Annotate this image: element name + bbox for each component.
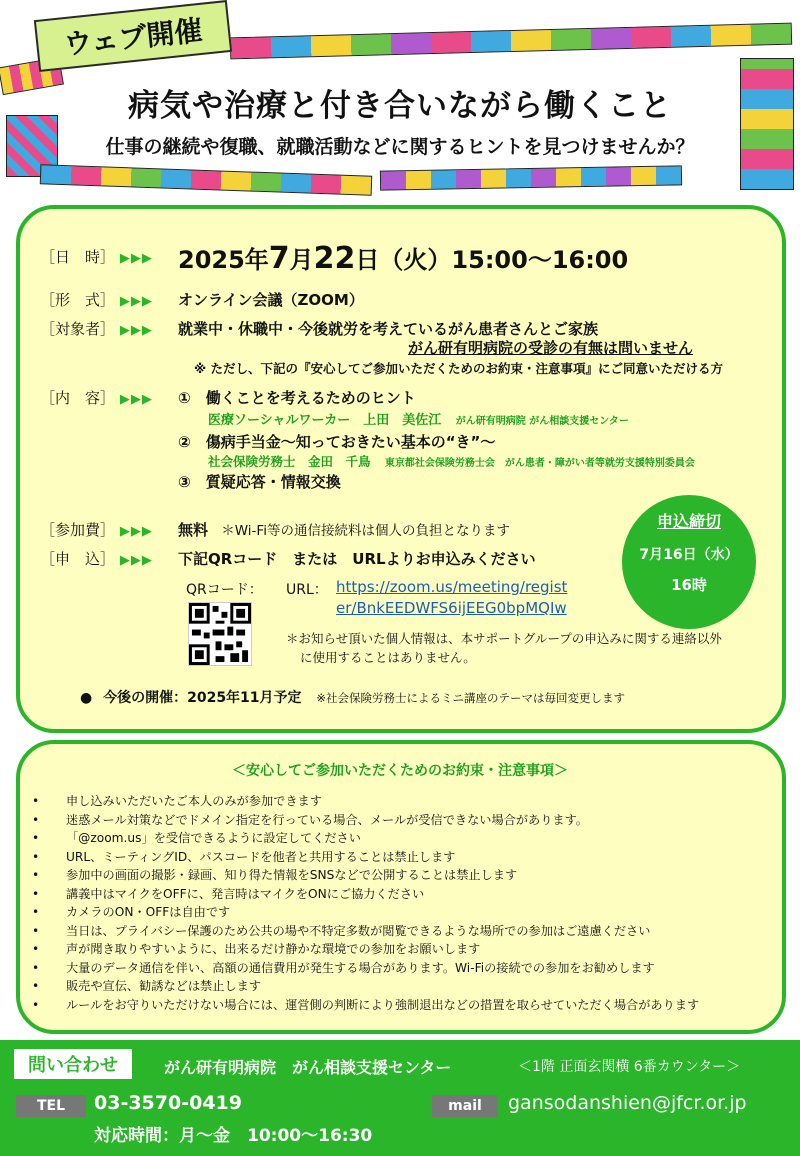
deadline-badge: 申込締切 7月16日（水） 16時 [622, 495, 756, 629]
qr-label: QRコード： [186, 582, 263, 598]
list-item: • 大量のデータ通信を伴い、高額の通信費用が発生する場合があります。Wi-Fiの接続での参加をお勧めします [32, 959, 772, 978]
content-label: ［内 容］ [40, 389, 116, 407]
content-item-1: ① 働くことを考えるためのヒント [178, 389, 416, 407]
list-item: • 当日は、プライバシー保護のため公共の場や不特定多数が閲覧できるような場所での参加はご遠慮ください [32, 922, 772, 941]
content-item-2: ② 傷病手当金～知っておきたい基本の“き”～ [178, 433, 496, 451]
format-row [40, 289, 153, 310]
apply-label: ［申 込］ [40, 550, 116, 568]
list-item: • ルールをお守りいただけない場合には、運営側の判断により強制退出などの措置を取らせていただく場合があります [32, 996, 772, 1015]
list-item: • 申し込みいただいたご本人のみが参加できます [32, 792, 772, 811]
list-item: • 「@zoom.us」を受信できるように設定してください [32, 829, 772, 848]
list-item: • 迷惑メール対策などでドメイン指定を行っている場合、メールが受信できない場合があります。 [32, 811, 772, 830]
list-item: • カメラのON・OFFは自由です [32, 903, 772, 922]
format-value: オンライン会議（ZOOM） [178, 291, 364, 309]
qr-code[interactable] [188, 602, 252, 666]
list-item: • URL、ミーティングID、パスコードを他者と共用することは禁止します [32, 848, 772, 867]
contact-hours: 対応時間：月～金 10:00～16:30 [94, 1126, 373, 1146]
registration-url[interactable]: https://zoom.us/meeting/regist er/BnkEEDWFS6ijEEG0bpMQIw [336, 578, 568, 617]
arrow-icon: ▶▶▶ [119, 553, 153, 568]
date-value: 2025年7月22日（火）15:00～16:00 [178, 241, 629, 276]
contact-location: ＜1階 正面玄関横 6番カウンター＞ [518, 1059, 741, 1075]
notes-list [32, 792, 772, 1014]
page-subtitle: 仕事の継続や復職、就職活動などに関するヒントを見つけませんか？ [105, 136, 695, 158]
list-item: • 講義中はマイクをOFFに、発言時はマイクをONにご協力ください [32, 885, 772, 904]
item2-speaker: 社会保険労務士 金田 千鳥 東京都社会保険労務士会 がん患者・障がい者等就労支援特別委員会 [208, 454, 695, 469]
tel-number[interactable]: 03-3570-0419 [94, 1092, 242, 1114]
fee-value: 無料 ＊Wi-Fi等の通信接続料は個人の負担となります [178, 521, 510, 539]
url-label: URL： [286, 582, 328, 598]
bullet-icon: ● [80, 690, 93, 706]
content-row [40, 387, 153, 408]
fee-label: ［参加費］ [40, 521, 116, 539]
contact-label: 問い合わせ [14, 1049, 132, 1079]
list-item: • 声が聞き取りやすいように、出来るだけ静かな環境での参加をお願いします [32, 940, 772, 959]
next-session: ● 今後の開催：2025年11月予定 ※社会保険労務士によるミニ講座のテーマは毎回変更します [80, 690, 626, 706]
privacy-note: ＊お知らせ頂いた個人情報は、本サポートグループの申込みに関する連絡以外 に使用することはありません。 [286, 631, 722, 665]
format-label: ［形 式］ [40, 291, 116, 309]
arrow-icon: ▶▶▶ [119, 251, 153, 266]
target-row [40, 318, 153, 339]
mail-label: mail [432, 1095, 498, 1117]
arrow-icon: ▶▶▶ [119, 524, 153, 539]
target-label: ［対象者］ [40, 320, 116, 338]
list-item: • 販売や宣伝、勧誘などは禁止します [32, 977, 772, 996]
date-row [40, 246, 153, 267]
page-title: 病気や治療と付き合いながら働くこと [128, 88, 672, 124]
arrow-icon: ▶▶▶ [119, 323, 153, 338]
contact-org: がん研有明病院 がん相談支援センター [164, 1058, 452, 1077]
contact-email[interactable]: gansodanshien@jfcr.or.jp [508, 1092, 747, 1114]
item1-speaker: 医療ソーシャルワーカー 上田 美佐江 がん研有明病院 がん相談支援センター [208, 413, 629, 428]
target-sub-note: ※ ただし、下記の『安心してご参加いただくためのお約束・注意事項』にご同意いただける方 [194, 361, 724, 376]
tel-label: TEL [16, 1095, 86, 1117]
apply-row [40, 548, 153, 569]
notes-heading: ＜安心してご参加いただくためのお約束・注意事項＞ [232, 763, 568, 779]
date-label: ［日 時］ [40, 248, 116, 266]
content-item-3: ③ 質疑応答・情報交換 [178, 473, 341, 491]
contact-footer [0, 1040, 800, 1156]
web-event-badge: ウェブ開催 [34, 0, 232, 72]
arrow-icon: ▶▶▶ [119, 294, 153, 309]
target-note: がん研有明病院の受診の有無は問いません [408, 339, 694, 357]
arrow-icon: ▶▶▶ [119, 392, 153, 407]
list-item: • 参加中の画面の撮影・録画、知り得た情報をSNSなどで公開することは禁止します [32, 866, 772, 885]
fee-row [40, 519, 153, 540]
apply-value: 下記QRコード または URLよりお申込みください [178, 550, 536, 568]
target-value: 就業中・休職中・今後就労を考えているがん患者さんとご家族 [178, 320, 599, 338]
